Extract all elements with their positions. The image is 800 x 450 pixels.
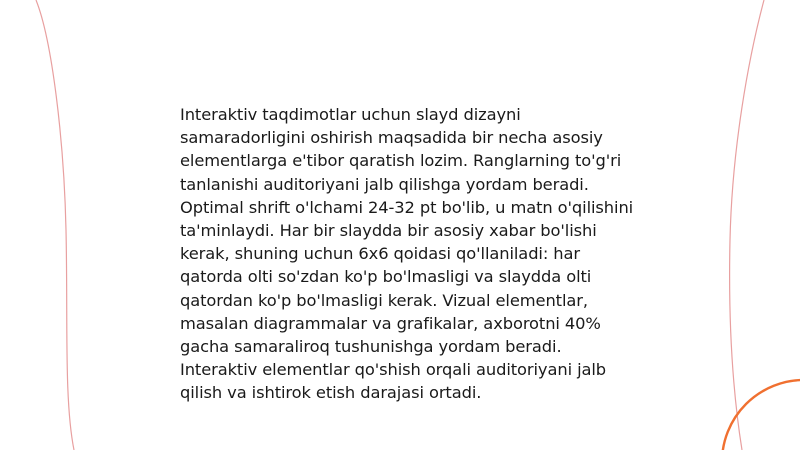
right-decorative-arc [730,0,764,450]
slide-body-text: Interaktiv taqdimotlar uchun slayd dizayni samaradorligini oshirish maqsadida bir necha asosiy elementlarga e'tibor qaratish lozim. Ranglarning to'g'ri tanlanishi auditoriyani jalb qilishga yordam beradi. Optimal shrift o'lchami 24-32 pt bo'lib, u matn o'qilishini ta'minlaydi. Har bir slaydda bir asosiy xabar bo'lishi kerak, shuning uchun 6x6 qoidasi qo'llaniladi: har qatorda olti so'zdan ko'p bo'lmasligi va slaydda olti qatordan ko'p bo'lmasligi kerak. Vizual elementlar, masalan diagrammalar va grafikalar, axborotni 40% gacha samaraliroq tushunishga yordam beradi. Interaktiv elementlar qo'shish orqali auditoriyani jalb qilish va ishtirok etish darajasi ortadi. [180,105,634,403]
accent-circle [722,380,800,450]
left-decorative-arc [36,0,74,450]
